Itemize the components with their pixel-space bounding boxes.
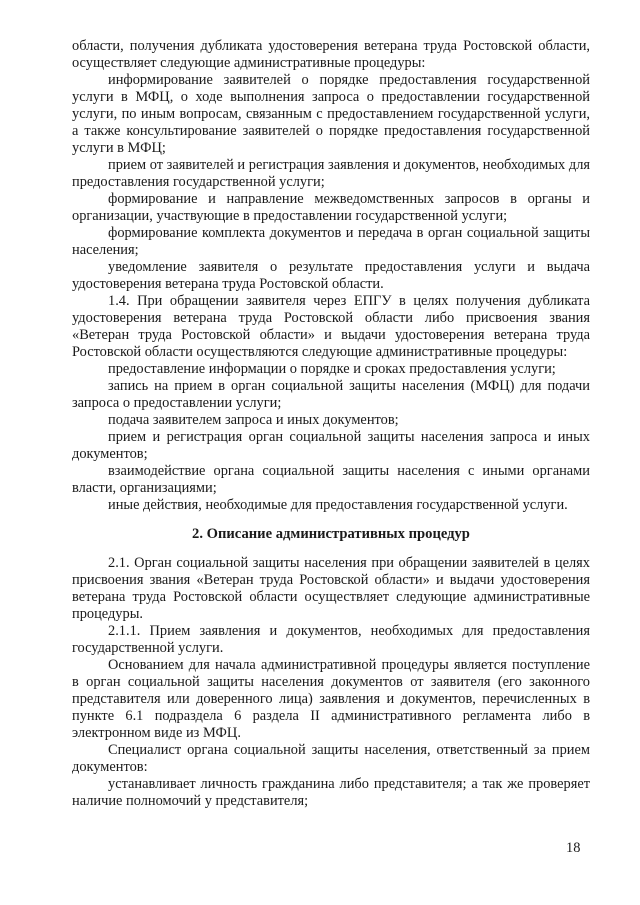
paragraph: формирование комплекта документов и передача в орган социальной защиты населения;: [72, 225, 590, 258]
paragraph: взаимодействие органа социальной защиты населения с иными органами власти, организациями;: [72, 463, 590, 496]
page-number: 18: [566, 840, 581, 856]
paragraph: 2.1.1. Прием заявления и документов, необходимых для предоставления государственной услуги.: [72, 623, 590, 656]
paragraphs-after: [72, 555, 590, 810]
paragraph: прием и регистрация орган социальной защиты населения запроса и иных документов;: [72, 429, 590, 462]
paragraphs-before: [72, 38, 590, 514]
paragraph: прием от заявителей и регистрация заявления и документов, необходимых для предоставления государственной услуги;: [72, 157, 590, 190]
paragraph: области, получения дубликата удостоверения ветерана труда Ростовской области, осуществляет следующие административные процедуры:: [72, 38, 590, 71]
paragraph: 1.4. При обращении заявителя через ЕПГУ в целях получения дубликата удостоверения ветерана труда Ростовской области либо присвоения звания «Ветеран труда Ростовской области» и выдачи удостоверения ветерана труда Ростовской области осуществляются следующие административные процедуры:: [72, 293, 590, 360]
paragraph: формирование и направление межведомственных запросов в органы и организации, участвующие в предоставлении государственной услуги;: [72, 191, 590, 224]
paragraph: Основанием для начала административной процедуры является поступление в орган социальной защиты населения документов от заявителя (его законного представителя или доверенного лица) заявления и документов, перечисленных в пункте 6.1 подраздела 6 раздела II административного регламента либо в электронном виде из МФЦ.: [72, 657, 590, 741]
paragraph: уведомление заявителя о результате предоставления услуги и выдача удостоверения ветерана труда Ростовской области.: [72, 259, 590, 292]
paragraph: Специалист органа социальной защиты населения, ответственный за прием документов:: [72, 742, 590, 775]
paragraph: информирование заявителей о порядке предоставления государственной услуги в МФЦ, о ходе выполнения запроса о предоставлении государственной услуги, по иным вопросам, связанным с предоставлением государственной услуги, а также консультирование заявителей о порядке предоставления государственной услуги в МФЦ;: [72, 72, 590, 156]
document-page: [72, 38, 590, 810]
paragraph: подача заявителем запроса и иных документов;: [108, 412, 399, 428]
paragraph: 2.1. Орган социальной защиты населения при обращении заявителей в целях присвоения звания «Ветеран труда Ростовской области» и выдачи удостоверения ветерана труда Ростовской области осуществляет следующие административные процедуры.: [72, 555, 590, 622]
paragraph: запись на прием в орган социальной защиты населения (МФЦ) для подачи запроса о предоставлении услуги;: [72, 378, 590, 411]
paragraph: иные действия, необходимые для предоставления государственной услуги.: [108, 497, 568, 513]
paragraph: устанавливает личность гражданина либо представителя; а так же проверяет наличие полномочий у представителя;: [72, 776, 590, 809]
paragraph: предоставление информации о порядке и сроках предоставления услуги;: [108, 361, 556, 377]
section-heading: 2. Описание административных процедур: [192, 526, 470, 542]
